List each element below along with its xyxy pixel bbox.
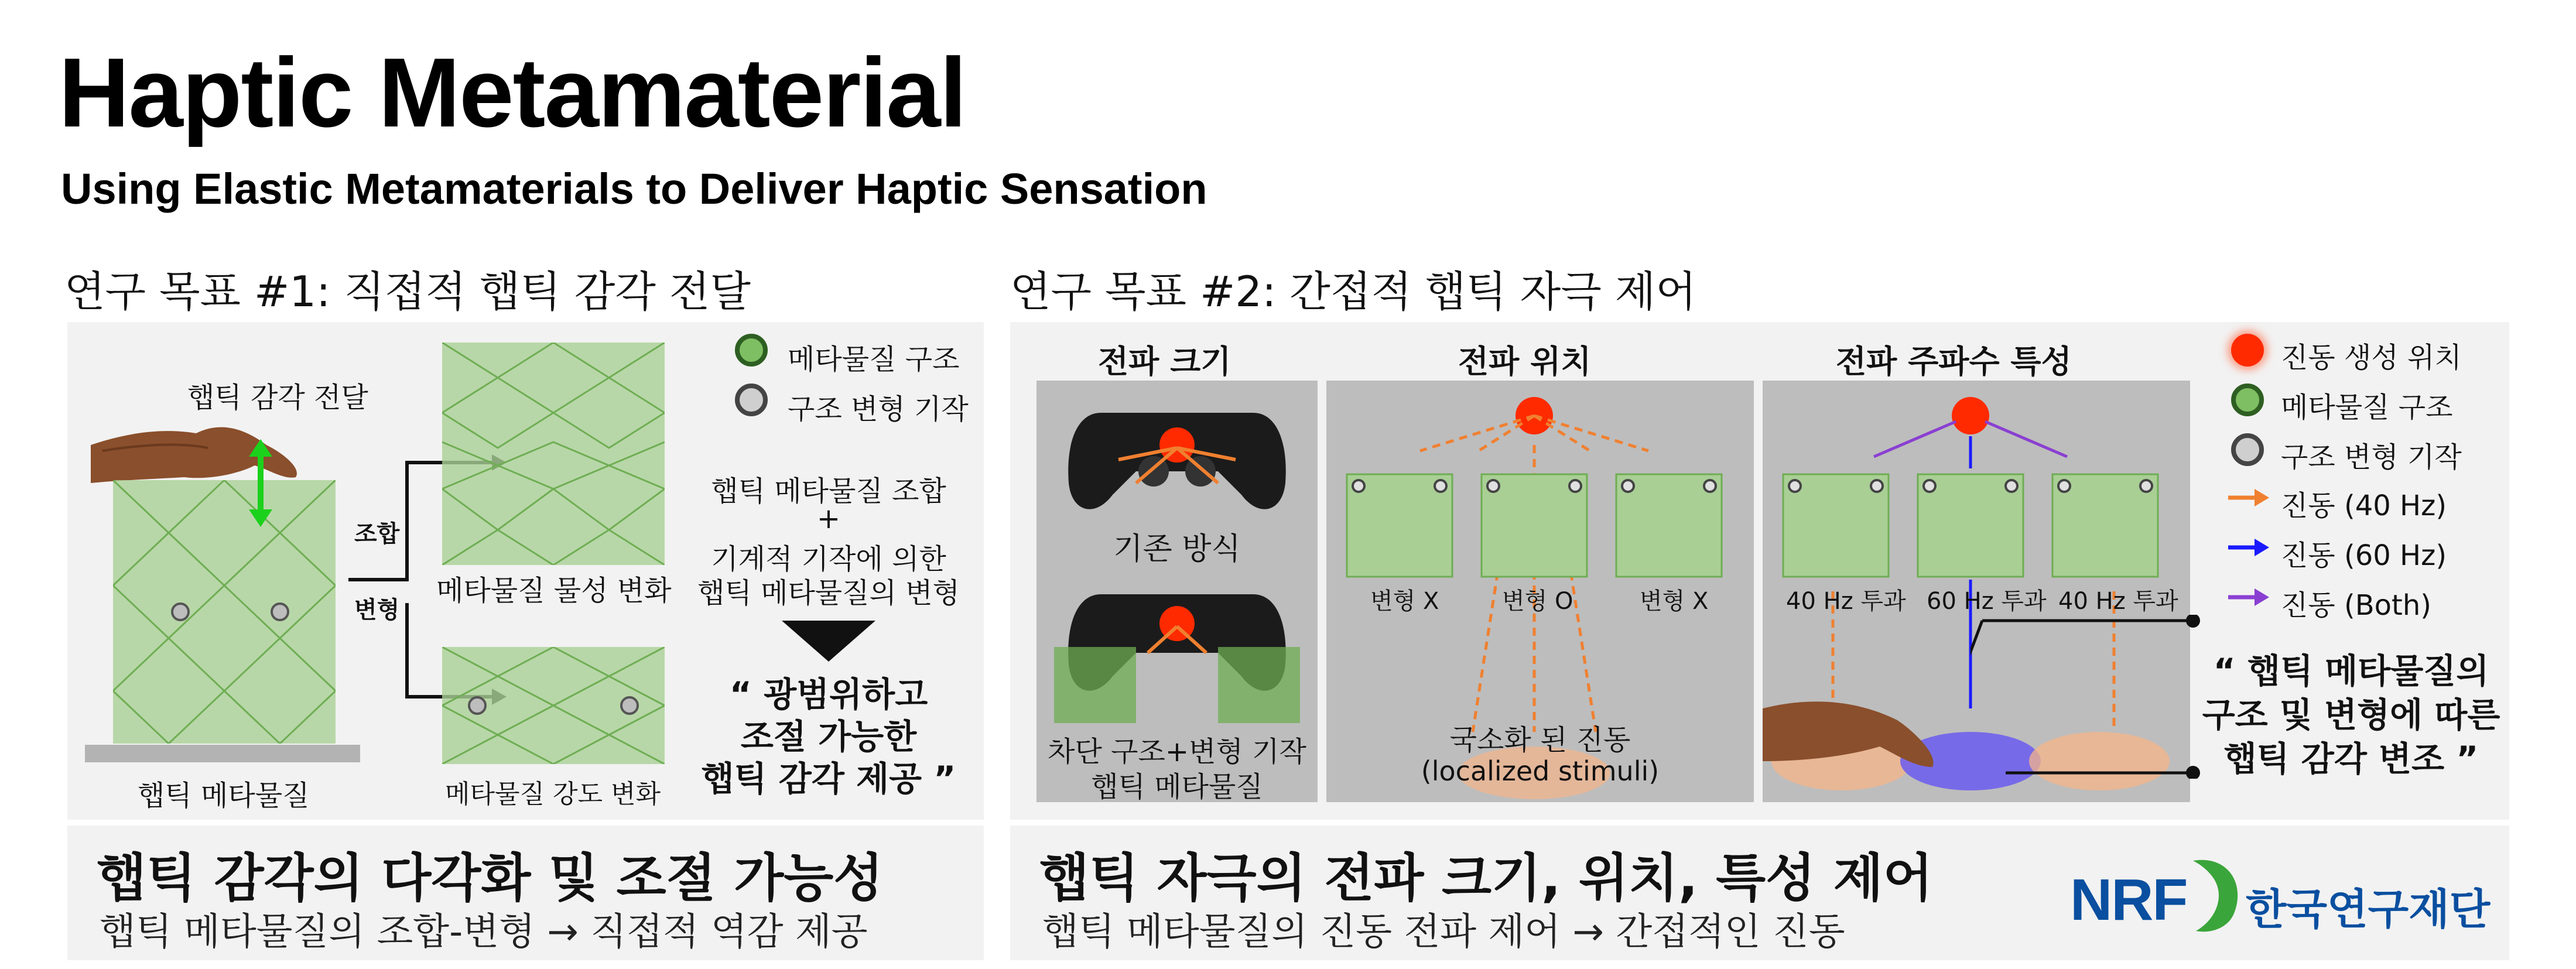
base-label: 햅틱 메타물질: [138, 779, 310, 812]
existing-method-label: 기존 방식: [1113, 532, 1241, 567]
strength-change-label: 메타물질 강도 변화: [445, 779, 661, 809]
legend2-metamaterial-label: 메타물질 구조: [2281, 391, 2453, 424]
blocking-line1: 차단 구조+변형 기작: [1048, 735, 1306, 768]
goal2-heading: 연구 목표 #2: 간접적 햅틱 자극 제어: [1010, 267, 1696, 316]
goal2-diagram-panel: [1010, 322, 2509, 820]
nrf-org-name: 한국연구재단: [2246, 885, 2491, 934]
goal1-caption-sub: 햅틱 메타물질의 조합-변형 → 직접적 역감 제공: [100, 910, 868, 954]
goal2-caption-sub: 햅틱 메타물질의 진동 전파 제어 → 간접적인 진동: [1042, 910, 1845, 954]
goal1-caption-panel: [67, 826, 984, 960]
pass-40-right-label: 40 Hz 투과: [2058, 588, 2178, 615]
page-subtitle: Using Elastic Metamaterials to Deliver Haptic Sensation: [61, 165, 1207, 213]
goal1-diagram-panel: [67, 322, 984, 820]
blocked-controller-icon: [1048, 577, 1306, 723]
pointer-lines: [1971, 615, 2205, 779]
col1-title: 전파 크기: [1098, 343, 1231, 380]
nrf-acronym: NRF: [2070, 867, 2187, 933]
col2-title: 전파 위치: [1458, 343, 1592, 380]
legend-metamaterial-label: 메타물질 구조: [788, 343, 960, 376]
combined-metamaterial-block: [442, 343, 665, 565]
localized-line2: (localized stimuli): [1421, 755, 1660, 787]
deform-x-right-label: 변형 X: [1640, 588, 1709, 615]
col1-box: [1036, 381, 1318, 802]
deformed-metamaterial-block: [442, 647, 665, 764]
green-circle-icon: [735, 334, 768, 367]
down-triangle-icon: [782, 621, 875, 662]
goal2-quote-line1: “ 햅틱 메타물질의: [2213, 651, 2489, 691]
goal1-heading: 연구 목표 #1: 직접적 햅틱 감각 전달: [64, 267, 751, 316]
goal2-quote-line3: 햅틱 감각 변조 ”: [2223, 739, 2479, 779]
red-dot-icon: [2231, 334, 2264, 367]
deform-o-label: 변형 O: [1502, 588, 1573, 615]
legend2-source-label: 진동 생성 위치: [2281, 341, 2462, 374]
legend-mechanism-label: 구조 변형 기작: [788, 393, 969, 426]
orange-arrow-icon: [2228, 483, 2269, 512]
combination-note-1: 햅틱 메타물질 조합: [711, 475, 946, 508]
blocking-line2: 햅틱 메타물질: [1091, 771, 1263, 803]
nrf-logo: [2070, 855, 2492, 937]
goal1-quote-line3: 햅틱 감각 제공 ”: [701, 759, 956, 799]
goal2-caption-panel: [1010, 826, 2509, 960]
combination-note-3: 햅틱 메타물질의 변형: [697, 577, 960, 610]
deform-x-left-label: 변형 X: [1370, 588, 1439, 615]
property-change-label: 메타물질 물성 변화: [436, 574, 672, 607]
blue-arrow-icon: [2228, 533, 2269, 562]
goal1-quote-line2: 조절 가능한: [740, 717, 917, 756]
pass-60-label: 60 Hz 투과: [1927, 588, 2047, 615]
goal1-caption-title: 햅틱 감각의 다각화 및 조절 가능성: [97, 848, 884, 908]
localized-line1: 국소화 된 진동: [1449, 724, 1631, 756]
purple-arrow-icon: [2228, 583, 2269, 612]
base-metamaterial-block: [113, 480, 336, 744]
haptic-delivery-label: 햅틱 감각 전달: [187, 381, 368, 414]
legend2-mechanism-label: 구조 변형 기작: [2281, 441, 2462, 474]
legend2-40hz-label: 진동 (40 Hz): [2281, 489, 2447, 522]
green-circle-icon: [2231, 384, 2264, 416]
pass-40-left-label: 40 Hz 투과: [1786, 588, 1906, 615]
page-title: Haptic Metamaterial: [59, 37, 966, 148]
gray-circle-icon: [735, 384, 768, 416]
col3-title: 전파 주파수 특성: [1836, 343, 2072, 380]
base-platform: [85, 745, 360, 762]
combination-note-2: 기계적 기작에 의한: [711, 543, 946, 576]
legend2-60hz-label: 진동 (60 Hz): [2281, 539, 2447, 572]
combination-plus: +: [816, 502, 841, 535]
pressure-arrow-icon: [243, 439, 278, 527]
game-controller-icon: [1066, 395, 1288, 518]
legend2-both-label: 진동 (Both): [2281, 589, 2431, 622]
combine-label: 조합: [354, 521, 400, 547]
goal2-quote-line2: 구조 및 변형에 따른: [2202, 695, 2500, 735]
goal2-caption-title: 햅틱 자극의 전파 크기, 위치, 특성 제어: [1039, 848, 1933, 908]
goal1-quote-line1: “ 광범위하고: [729, 674, 928, 714]
gray-circle-icon: [2231, 433, 2264, 466]
col2-box: [1326, 381, 1754, 802]
deform-label: 변형: [354, 597, 400, 624]
